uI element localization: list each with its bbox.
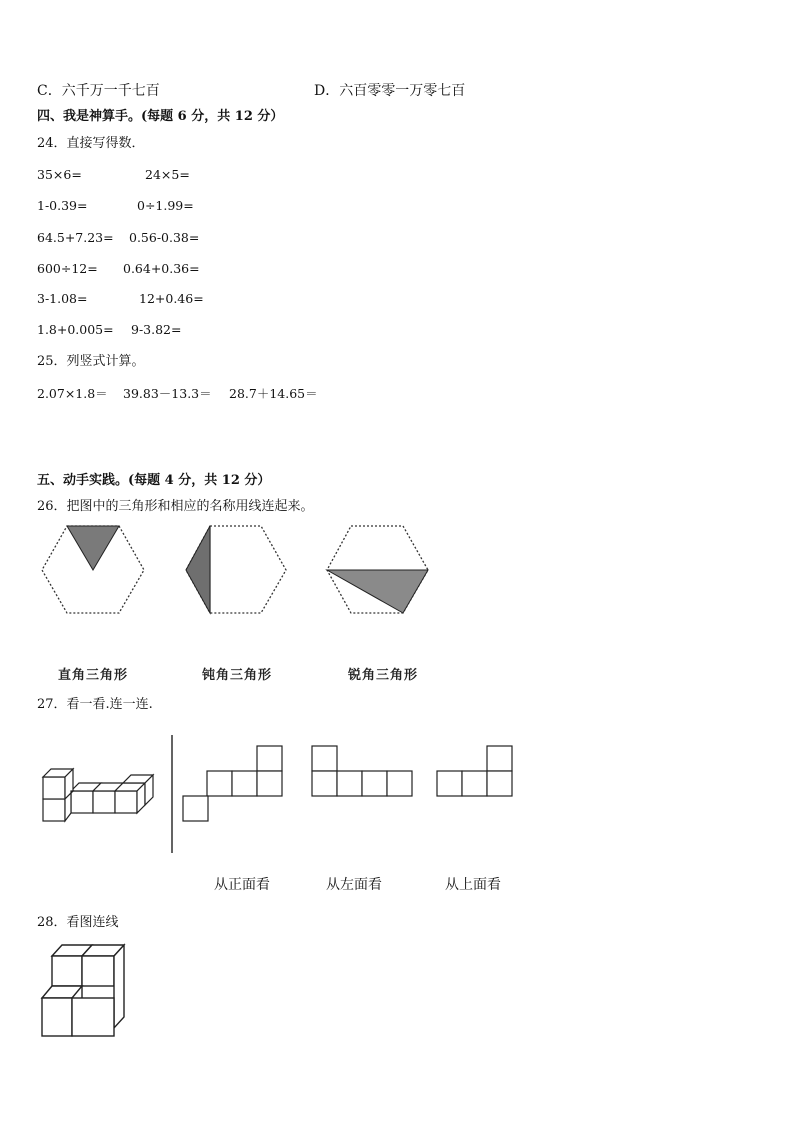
q24-prompt: 24．直接写得数． [37,136,145,151]
label-obtuse-triangle: 钝角三角形 [202,668,273,683]
label-right-triangle: 直角三角形 [58,668,129,683]
label-acute-triangle: 锐角三角形 [348,668,419,683]
q24-r2-b: 0÷1.99= [137,198,194,213]
label-front-view: 从正面看 [214,877,270,893]
q27-prompt: 27．看一看.连一连. [37,697,153,712]
view-grid-2 [311,745,415,799]
section-5-title: 五、动手实践。(每题 4 分，共 12 分） [37,473,271,488]
q24-r4-b: 0.64+0.36= [123,261,200,276]
view-grid-3 [436,745,516,799]
section-4-title: 四、我是神算手。(每题 6 分，共 12 分） [37,109,284,124]
q24-r1-a: 35×6= [37,167,82,182]
q26-prompt: 26．把图中的三角形和相应的名称用线连起来。 [37,499,314,514]
q24-r2-a: 1-0.39= [37,198,88,213]
q24-r3-b: 0.56-0.38= [129,230,200,245]
option-d: D．六百零零一万零七百 [314,83,466,99]
q24-r3-a: 64.5+7.23= [37,230,114,245]
q24-r6-a: 1.8+0.005= [37,322,114,337]
hexagon-figure-3 [325,522,431,614]
q24-r5-b: 12+0.46= [139,291,204,306]
view-grid-1 [182,745,284,823]
q24-r1-b: 24×5= [145,167,190,182]
hexagon-figure-1 [40,522,150,614]
q25-item-1: 2.07×1.8＝ [37,386,108,401]
q24-r4-a: 600÷12= [37,261,98,276]
q25-item-2: 39.83－13.3＝ [123,386,212,401]
cube-stack-figure [40,942,132,1040]
divider-line [170,735,174,855]
option-c: C．六千万一千七百 [37,83,160,99]
hexagon-figure-2 [184,522,288,614]
q28-prompt: 28．看图连线 [37,915,119,930]
label-left-view: 从左面看 [326,877,382,893]
q25-item-3: 28.7＋14.65＝ [229,386,318,401]
q25-prompt: 25．列竖式计算。 [37,354,145,369]
q24-r5-a: 3-1.08= [37,291,88,306]
cube-assembly-figure [40,766,156,826]
label-top-view: 从上面看 [445,877,501,893]
q24-r6-b: 9-3.82= [131,322,182,337]
